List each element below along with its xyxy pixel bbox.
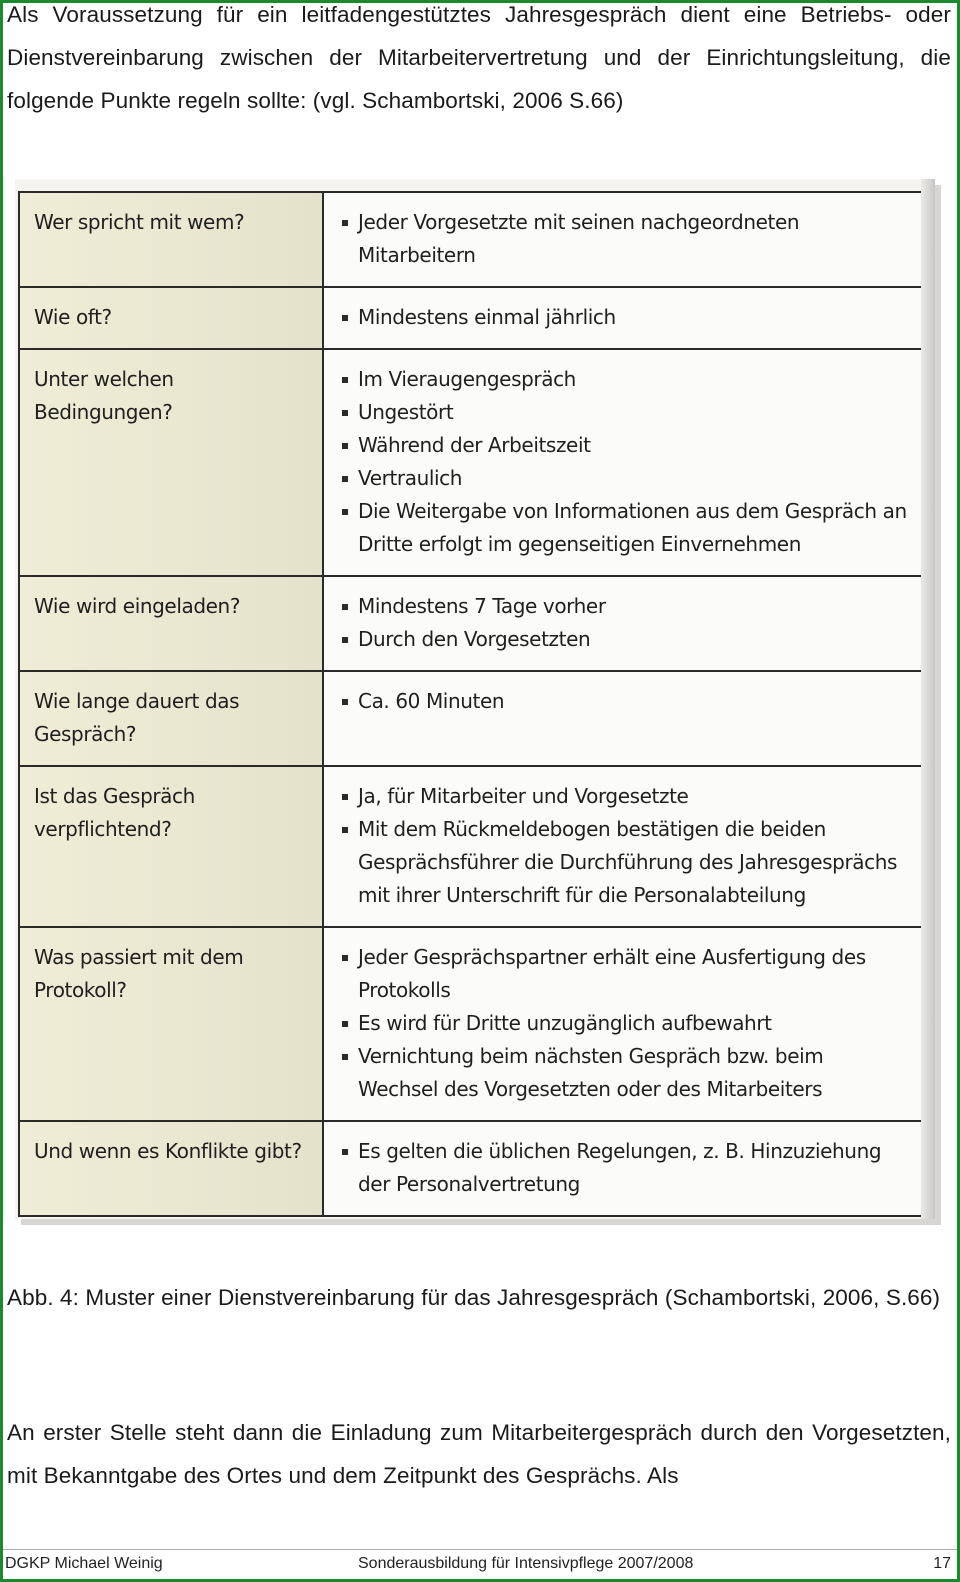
answer-list — [338, 780, 908, 912]
answer-cell — [323, 927, 923, 1121]
question-cell: Wie wird eingeladen? — [19, 576, 323, 671]
answer-list — [338, 941, 908, 1106]
agreement-table-body — [19, 192, 923, 1216]
answer-item: Mit dem Rückmeldebogen bestätigen die beiden Gesprächsführer die Durchführung des Jahresgesprächs mit ihrer Unterschrift für die Personalabteilung — [338, 813, 908, 912]
answer-item: Durch den Vorgesetzten — [338, 623, 908, 656]
answer-item: Ungestört — [338, 396, 908, 429]
table-row — [19, 192, 923, 287]
answer-cell — [323, 576, 923, 671]
answer-cell — [323, 349, 923, 576]
question-cell: Wie oft? — [19, 287, 323, 349]
answer-item: Jeder Gesprächspartner erhält eine Ausfertigung des Protokolls — [338, 941, 908, 1007]
answer-item: Es wird für Dritte unzugänglich aufbewahrt — [338, 1007, 908, 1040]
answer-cell — [323, 287, 923, 349]
footer-page-number: 17 — [933, 1555, 951, 1572]
table-row — [19, 766, 923, 927]
answer-list — [338, 363, 908, 561]
answer-list — [338, 206, 908, 272]
body-paragraph: An erster Stelle steht dann die Einladung zum Mitarbeitergespräch durch den Vorgesetzten, mit Bekanntgabe des Ortes und dem Zeitpunkt des Gesprächs. Als — [7, 1420, 951, 1488]
intro-paragraph: Als Voraussetzung für ein leitfadengestütztes Jahresgespräch dient eine Betriebs- oder Dienstvereinbarung zwischen der Mitarbeitervertretung und der Einrichtungsleitung, die folgende Punkte regeln sollte: (vgl. Schambortski, 2006 S.66) — [7, 2, 951, 113]
answer-item: Die Weitergabe von Informationen aus dem Gespräch an Dritte erfolgt im gegenseitigen Einvernehmen — [338, 495, 908, 561]
question-cell: Was passiert mit dem Protokoll? — [19, 927, 323, 1121]
document-page — [3, 3, 957, 1579]
answer-item: Ca. 60 Minuten — [338, 685, 908, 718]
question-cell: Wie lange dauert das Gespräch? — [19, 671, 323, 766]
table-row — [19, 927, 923, 1121]
table-row — [19, 671, 923, 766]
table-row — [19, 1121, 923, 1216]
answer-item: Vernichtung beim nächsten Gespräch bzw. beim Wechsel des Vorgesetzten oder des Mitarbeiters — [338, 1040, 908, 1106]
table-row — [19, 349, 923, 576]
footer-author: DGKP Michael Weinig — [5, 1555, 163, 1572]
answer-list — [338, 685, 908, 718]
footer-course: Sonderausbildung für Intensivpflege 2007/2008 — [358, 1555, 694, 1572]
page-footer — [3, 1549, 957, 1579]
agreement-table — [18, 191, 924, 1217]
answer-cell — [323, 1121, 923, 1216]
answer-item: Mindestens 7 Tage vorher — [338, 590, 908, 623]
answer-cell — [323, 766, 923, 927]
question-cell: Ist das Gespräch verpflichtend? — [19, 766, 323, 927]
question-cell: Und wenn es Konflikte gibt? — [19, 1121, 323, 1216]
figure-caption: Abb. 4: Muster einer Dienstvereinbarung für das Jahresgespräch (Schambortski, 2006, S.66) — [7, 1285, 941, 1310]
answer-item: Jeder Vorgesetzte mit seinen nachgeordneten Mitarbeitern — [338, 206, 908, 272]
answer-item: Es gelten die üblichen Regelungen, z. B. Hinzuziehung der Personalvertretung — [338, 1135, 908, 1201]
agreement-table-figure — [15, 179, 935, 1219]
answer-cell — [323, 671, 923, 766]
answer-item: Im Vieraugengespräch — [338, 363, 908, 396]
answer-list — [338, 1135, 908, 1201]
question-cell: Wer spricht mit wem? — [19, 192, 323, 287]
answer-item: Vertraulich — [338, 462, 908, 495]
answer-list — [338, 590, 908, 656]
table-row — [19, 576, 923, 671]
table-row — [19, 287, 923, 349]
answer-item: Während der Arbeitszeit — [338, 429, 908, 462]
answer-cell — [323, 192, 923, 287]
answer-item: Ja, für Mitarbeiter und Vorgesetzte — [338, 780, 908, 813]
answer-item: Mindestens einmal jährlich — [338, 301, 908, 334]
answer-list — [338, 301, 908, 334]
question-cell: Unter welchen Bedingungen? — [19, 349, 323, 576]
